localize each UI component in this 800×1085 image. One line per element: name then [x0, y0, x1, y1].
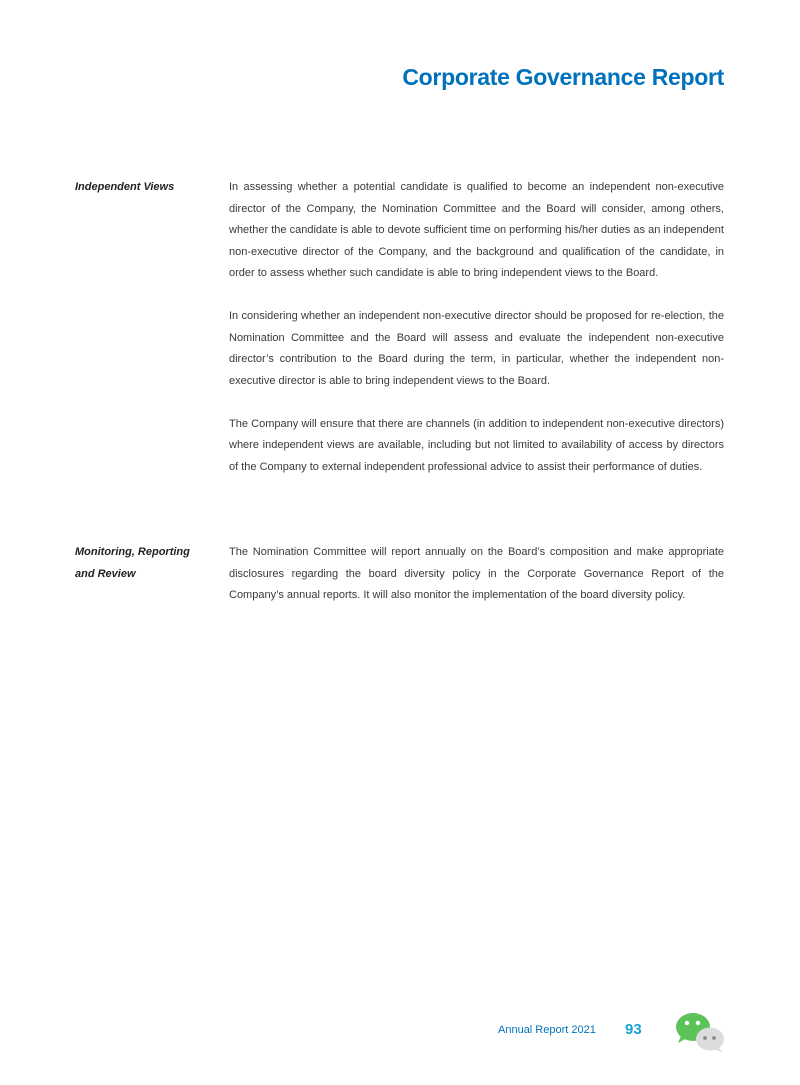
paragraph: The Nomination Committee will report annually on the Board’s composition and make appropriate disclosures regarding the board diversity policy in the Corporate Governance Report of the Company’s annual reports. It will also monitor the implementation of the board diversity policy. — [229, 546, 724, 601]
section-label-line: Monitoring, Reporting — [75, 546, 190, 558]
paragraph: In assessing whether a potential candidate is qualified to become an independent non-executive director of the Company, the Nomination Committee and the Board will consider, among others, whether the candidate is able to devote sufficient time on performing his/her duties as an independent non-executive director of the Company, and the background and qualification of the candidate, in order to assess whether such candidate is able to bring independent views to the Board. — [229, 181, 724, 279]
section-label — [75, 177, 215, 199]
paragraph: The Company will ensure that there are channels (in addition to independent non-executive directors) where independent views are available, including but not limited to availability of access by directors of the Company to external independent professional advice to assist their performance of duties. — [229, 417, 724, 473]
wechat-icon-graphic — [674, 1010, 726, 1054]
wechat-icon — [674, 1010, 726, 1054]
section-label — [75, 542, 215, 585]
section-body — [229, 177, 724, 478]
section-body — [229, 542, 724, 607]
paragraph: In considering whether an independent non-executive director should be proposed for re-election, the Nomination Committee and the Board will assess and evaluate the independent non-executive director’s contribution to the Board during the term, in particular, whether the independent non-executive director is able to bring independent views to the Board. — [229, 310, 724, 387]
page-number: 93 — [625, 1021, 642, 1038]
page-title: Corporate Governance Report — [402, 64, 724, 90]
section-label-line: and Review — [75, 567, 136, 580]
section-label-line: Independent Views — [75, 181, 175, 193]
footer-report-label: Annual Report 2021 — [498, 1024, 596, 1036]
